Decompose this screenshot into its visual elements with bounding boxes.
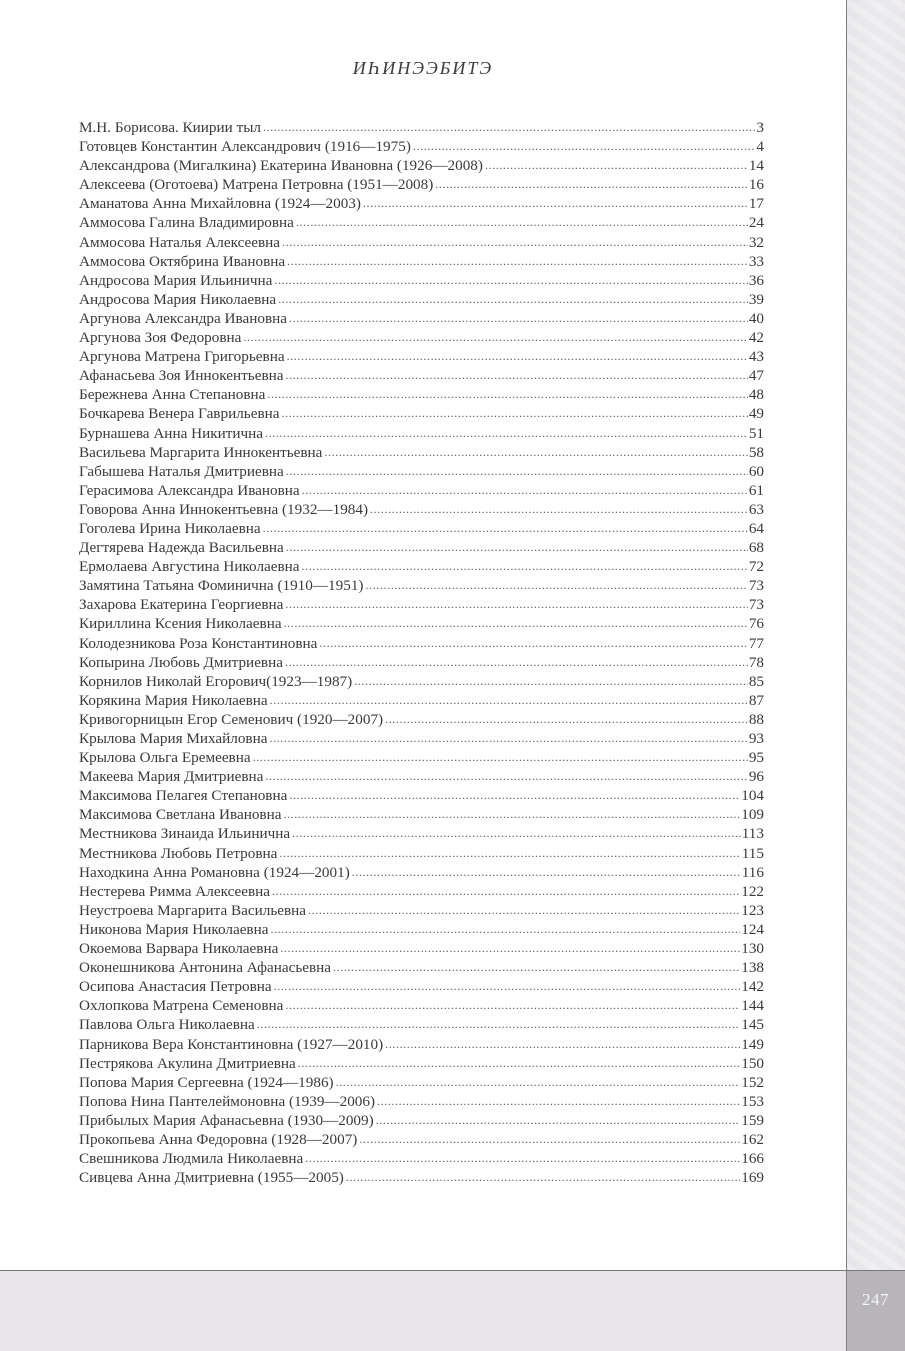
- toc-entry-name: Кривогорницын Егор Семенович (1920—2007): [79, 710, 384, 728]
- toc-entry[interactable]: [79, 767, 764, 786]
- toc-entry-page: 144: [741, 997, 764, 1015]
- toc-entry-page: 169: [741, 1169, 764, 1187]
- dot-leader: [289, 309, 748, 328]
- toc-entry-page: 159: [741, 1111, 764, 1129]
- toc-entry-page: 124: [741, 920, 764, 938]
- toc-entry[interactable]: [79, 443, 764, 462]
- dot-leader: [370, 500, 748, 519]
- dot-leader: [253, 748, 748, 767]
- dot-leader: [279, 844, 740, 863]
- dot-leader: [270, 691, 748, 710]
- toc-entry-name: Прокопьева Анна Федоровна (1928—2007): [79, 1130, 358, 1148]
- toc-entry-page: 63: [748, 500, 764, 518]
- toc-entry-page: 116: [741, 863, 764, 881]
- dot-leader: [263, 118, 755, 137]
- toc-entry-name: Герасимова Александра Ивановна: [79, 481, 300, 499]
- toc-entry[interactable]: [79, 805, 764, 824]
- dot-leader: [284, 614, 748, 633]
- toc-entry-page: 73: [748, 596, 764, 614]
- toc-entry-name: Макеева Мария Дмитриевна: [79, 768, 264, 786]
- toc-entry-name: Готовцев Константин Александрович (1916—1975): [79, 138, 411, 156]
- toc-entry[interactable]: [79, 347, 764, 366]
- dot-leader: [319, 634, 747, 653]
- toc-entry[interactable]: [79, 462, 764, 481]
- dot-leader: [286, 462, 748, 481]
- dot-leader: [296, 213, 748, 232]
- dot-leader: [302, 481, 748, 500]
- toc-entry[interactable]: [79, 614, 764, 633]
- toc-entry-page: 166: [741, 1150, 764, 1168]
- dot-leader: [285, 366, 747, 385]
- toc-entry[interactable]: [79, 557, 764, 576]
- dot-leader: [287, 347, 748, 366]
- dot-leader: [282, 404, 748, 423]
- toc-entry-page: 60: [748, 462, 764, 480]
- dot-leader: [287, 252, 748, 271]
- toc-entry-page: 85: [748, 672, 764, 690]
- toc-entry[interactable]: [79, 710, 764, 729]
- toc-entry-name: Пестрякова Акулина Дмитриевна: [79, 1054, 296, 1072]
- toc-entry-name: М.Н. Борисова. Киирии тыл: [79, 119, 261, 136]
- toc-entry-page: 40: [748, 309, 764, 327]
- dot-leader: [280, 939, 740, 958]
- toc-entry[interactable]: [79, 844, 764, 863]
- toc-entry-name: Осипова Анастасия Петровна: [79, 978, 272, 996]
- toc-entry-name: Говорова Анна Иннокентьевна (1932—1984): [79, 500, 369, 518]
- toc-entry-name: Корнилов Николай Егорович(1923—1987): [79, 672, 353, 690]
- toc-entry-name: Оконешникова Антонина Афанасьевна: [79, 959, 332, 977]
- toc-entry-name: Аммосова Октябрина Ивановна: [79, 252, 286, 270]
- toc-entry[interactable]: [79, 290, 764, 309]
- toc-entry[interactable]: [79, 481, 764, 500]
- toc-entry-page: 68: [748, 539, 764, 557]
- toc-entry-name: Бережнева Анна Степановна: [79, 386, 266, 404]
- dot-leader: [274, 977, 741, 996]
- dot-leader: [278, 290, 748, 309]
- toc-entry-page: 72: [748, 558, 764, 576]
- toc-entry[interactable]: [79, 1073, 764, 1092]
- toc-entry-name: Свешникова Людмила Николаевна: [79, 1150, 304, 1168]
- dot-leader: [270, 920, 740, 939]
- toc-entry-page: 14: [748, 157, 764, 175]
- toc-entry[interactable]: [79, 1015, 764, 1034]
- toc-entry[interactable]: [79, 538, 764, 557]
- dot-leader: [346, 1168, 740, 1187]
- toc-entry-name: Павлова Ольга Николаевна: [79, 1016, 255, 1034]
- toc-entry-page: 78: [748, 653, 764, 671]
- toc-entry-page: 109: [741, 806, 764, 824]
- toc-entry-name: Корякина Мария Николаевна: [79, 691, 268, 709]
- dot-leader: [413, 137, 756, 156]
- toc-entry-name: Максимова Пелагея Степановна: [79, 787, 288, 805]
- dot-leader: [265, 424, 748, 443]
- toc-entry-name: Бочкарева Венера Гаврильевна: [79, 405, 280, 423]
- toc-entry[interactable]: [79, 271, 764, 290]
- dot-leader: [302, 557, 748, 576]
- dot-leader: [377, 1092, 740, 1111]
- toc-entry-name: Парникова Вера Константиновна (1927—2010): [79, 1035, 384, 1053]
- dot-leader: [376, 1111, 741, 1130]
- toc-entry-name: Крылова Мария Михайловна: [79, 730, 268, 747]
- toc-entry[interactable]: [79, 1168, 764, 1187]
- toc-entry[interactable]: [79, 328, 764, 347]
- toc-entry-page: 104: [741, 787, 764, 805]
- toc-entry-name: Аргунова Зоя Федоровна: [79, 329, 242, 347]
- toc-entry-name: Сивцева Анна Дмитриевна (1955—2005): [79, 1169, 344, 1187]
- toc-entry-name: Гоголева Ирина Николаевна: [79, 519, 261, 537]
- toc-entry-name: Прибылых Мария Афанасьевна (1930—2009): [79, 1111, 374, 1129]
- toc-entry-name: Габышева Наталья Дмитриевна: [79, 462, 284, 480]
- toc-entry[interactable]: [79, 137, 764, 156]
- toc-entry[interactable]: [79, 404, 764, 423]
- toc-entry[interactable]: [79, 1054, 764, 1073]
- toc-entry-name: Местникова Зинаида Ильинична: [79, 825, 291, 843]
- toc-entry[interactable]: [79, 863, 764, 882]
- toc-entry[interactable]: [79, 118, 764, 137]
- toc-entry-page: 142: [741, 978, 764, 996]
- toc-entry-name: Находкина Анна Романовна (1924—2001): [79, 863, 350, 881]
- toc-entry[interactable]: [79, 920, 764, 939]
- toc-title: ИҺИНЭЭБИТЭ: [352, 58, 494, 78]
- toc-entry[interactable]: [79, 748, 764, 767]
- dot-leader: [333, 958, 740, 977]
- toc-entry-page: 152: [741, 1073, 764, 1091]
- toc-entry-page: 48: [748, 386, 764, 404]
- dot-leader: [298, 1054, 740, 1073]
- dot-leader: [292, 824, 741, 843]
- toc-entry-page: 33: [748, 252, 764, 270]
- toc-entry-page: 122: [741, 882, 764, 900]
- toc-entry-page: 24: [748, 214, 764, 232]
- toc-entry-page: 43: [748, 348, 764, 366]
- toc-entry-name: Никонова Мария Николаевна: [79, 920, 269, 938]
- toc-entry-name: Максимова Светлана Ивановна: [79, 806, 282, 824]
- dot-leader: [324, 443, 747, 462]
- page-number-box: [846, 1270, 905, 1351]
- dot-leader: [285, 996, 740, 1015]
- toc-entry-name: Охлопкова Матрена Семеновна: [79, 997, 284, 1015]
- toc-entry[interactable]: [79, 1092, 764, 1111]
- toc-entry-page: 123: [741, 901, 764, 919]
- dot-leader: [285, 595, 747, 614]
- toc-entry-page: 42: [748, 329, 764, 347]
- toc-entry[interactable]: [79, 958, 764, 977]
- toc-entry-name: Афанасьева Зоя Иннокентьевна: [79, 367, 284, 385]
- toc-entry[interactable]: [79, 252, 764, 271]
- dot-leader: [308, 901, 740, 920]
- toc-entry[interactable]: [79, 1111, 764, 1130]
- toc-entry[interactable]: [79, 519, 764, 538]
- toc-entry-name: Крылова Ольга Еремеевна: [79, 749, 251, 767]
- page-number: 247: [862, 1290, 889, 1309]
- toc-entry-name: Аммосова Наталья Алексеевна: [79, 233, 281, 251]
- toc-entry-page: 115: [741, 844, 764, 862]
- toc-entry[interactable]: [79, 939, 764, 958]
- dot-leader: [283, 805, 740, 824]
- toc-entry[interactable]: [79, 385, 764, 404]
- toc-entry-page: 39: [748, 290, 764, 308]
- toc-entry[interactable]: [79, 175, 764, 194]
- dot-leader: [385, 1035, 740, 1054]
- toc-entry-name: Дегтярева Надежда Васильевна: [79, 539, 284, 557]
- ornament-pattern: [847, 0, 905, 1270]
- toc-entry-page: 130: [741, 940, 764, 958]
- toc-entry-page: 73: [748, 577, 764, 595]
- toc-entry[interactable]: [79, 901, 764, 920]
- toc-entry[interactable]: [79, 977, 764, 996]
- dot-leader: [352, 863, 741, 882]
- dot-leader: [366, 576, 748, 595]
- toc-entry-name: Копырина Любовь Дмитриевна: [79, 653, 283, 671]
- dot-leader: [265, 767, 747, 786]
- toc-entry-page: 149: [741, 1035, 764, 1053]
- toc-entry-page: 93: [748, 730, 764, 747]
- toc-entry-name: Неустроева Маргарита Васильевна: [79, 901, 307, 919]
- toc-entry-name: Ермолаева Августина Николаевна: [79, 558, 300, 576]
- dot-leader: [359, 1130, 740, 1149]
- toc-entry[interactable]: [79, 672, 764, 691]
- toc-entry[interactable]: [79, 729, 764, 748]
- dot-leader: [269, 729, 747, 748]
- toc-entry-page: 58: [748, 443, 764, 461]
- dot-leader: [435, 175, 748, 194]
- dot-leader: [485, 156, 748, 175]
- toc-entry[interactable]: [79, 786, 764, 805]
- toc-entry-name: Бурнашева Анна Никитична: [79, 424, 263, 442]
- toc-entry-page: 77: [748, 634, 764, 652]
- dot-leader: [285, 653, 748, 672]
- dot-leader: [305, 1149, 740, 1168]
- dot-leader: [363, 194, 748, 213]
- toc-entry-name: Александрова (Мигалкина) Екатерина Ивановна (1926—2008): [79, 157, 483, 175]
- toc-entry-page: 51: [748, 424, 764, 442]
- toc-entry-page: 49: [748, 405, 764, 423]
- toc-entry-name: Местникова Любовь Петровна: [79, 844, 278, 862]
- toc-entry-page: 4: [756, 138, 764, 156]
- toc-entry[interactable]: [79, 1130, 764, 1149]
- toc-entry[interactable]: [79, 653, 764, 672]
- toc-entry-page: 32: [748, 233, 764, 251]
- dot-leader: [385, 710, 748, 729]
- toc-entry-name: Аманатова Анна Михайловна (1924—2003): [79, 195, 361, 213]
- dot-leader: [289, 786, 740, 805]
- toc-entry-page: 138: [741, 959, 764, 977]
- toc-entry[interactable]: [79, 595, 764, 614]
- toc-entry-name: Колодезникова Роза Константиновна: [79, 634, 318, 652]
- toc-entry-name: Кириллина Ксения Николаевна: [79, 615, 282, 633]
- toc-entry-name: Замятина Татьяна Фоминична (1910—1951): [79, 577, 364, 595]
- toc-entry[interactable]: [79, 1035, 764, 1054]
- toc-entry-page: 113: [741, 825, 764, 843]
- toc-entry[interactable]: [79, 500, 764, 519]
- toc-entry-page: 3: [756, 119, 764, 136]
- toc-entry-name: Окоемова Варвара Николаевна: [79, 940, 279, 958]
- dot-leader: [282, 233, 748, 252]
- toc-entry[interactable]: [79, 156, 764, 175]
- dot-leader: [336, 1073, 741, 1092]
- toc-entry-name: Андросова Мария Николаевна: [79, 290, 277, 308]
- toc-entry[interactable]: [79, 691, 764, 710]
- dot-leader: [267, 385, 747, 404]
- toc-entry-name: Попова Нина Пантелеймоновна (1939—2006): [79, 1092, 376, 1110]
- toc-entry-page: 88: [748, 710, 764, 728]
- dot-leader: [257, 1015, 740, 1034]
- toc-entry-page: 153: [741, 1092, 764, 1110]
- toc-entry[interactable]: [79, 824, 764, 843]
- dot-leader: [274, 271, 747, 290]
- toc-entry-page: 87: [748, 691, 764, 709]
- toc-entry[interactable]: [79, 1149, 764, 1168]
- toc-entry[interactable]: [79, 194, 764, 213]
- toc-entry-name: Васильева Маргарита Иннокентьевна: [79, 443, 323, 461]
- decorative-bottom-margin: [0, 1270, 846, 1351]
- toc-entry-page: 36: [748, 271, 764, 289]
- toc-entry-name: Нестерева Римма Алексеевна: [79, 882, 271, 900]
- toc-entry[interactable]: [79, 996, 764, 1015]
- toc-entry[interactable]: [79, 366, 764, 385]
- toc-entry-name: Попова Мария Сергеевна (1924—1986): [79, 1073, 334, 1091]
- toc-entry-name: Аммосова Галина Владимировна: [79, 214, 294, 232]
- toc-entry[interactable]: [79, 213, 764, 232]
- dot-leader: [354, 672, 748, 691]
- dot-leader: [286, 538, 748, 557]
- toc-entry-page: 47: [748, 367, 764, 385]
- toc-entry-page: 16: [748, 176, 764, 194]
- toc-entry-name: Аргунова Александра Ивановна: [79, 309, 287, 327]
- toc-entry-name: Аргунова Матрена Григорьевна: [79, 348, 285, 366]
- toc-entry-page: 95: [748, 749, 764, 767]
- toc-entry-page: 96: [748, 768, 764, 786]
- dot-leader: [243, 328, 747, 347]
- dot-leader: [272, 882, 740, 901]
- toc-entry-page: 64: [748, 519, 764, 537]
- toc-entry-page: 162: [741, 1130, 764, 1148]
- decorative-side-margin: [846, 0, 905, 1270]
- toc-entry-page: 145: [741, 1016, 764, 1034]
- table-of-contents: [79, 118, 764, 1187]
- toc-entry[interactable]: [79, 309, 764, 328]
- toc-entry[interactable]: [79, 233, 764, 252]
- toc-entry-name: Андросова Мария Ильинична: [79, 271, 273, 289]
- toc-entry[interactable]: [79, 634, 764, 653]
- toc-entry-name: Захарова Екатерина Георгиевна: [79, 596, 284, 614]
- toc-entry-page: 61: [748, 481, 764, 499]
- toc-entry-page: 76: [748, 615, 764, 633]
- toc-entry[interactable]: [79, 882, 764, 901]
- toc-entry-name: Алексеева (Оготоева) Матрена Петровна (1951—2008): [79, 176, 434, 194]
- dot-leader: [263, 519, 748, 538]
- toc-entry-page: 150: [741, 1054, 764, 1072]
- toc-entry-page: 17: [748, 195, 764, 213]
- toc-entry[interactable]: [79, 424, 764, 443]
- toc-entry[interactable]: [79, 576, 764, 595]
